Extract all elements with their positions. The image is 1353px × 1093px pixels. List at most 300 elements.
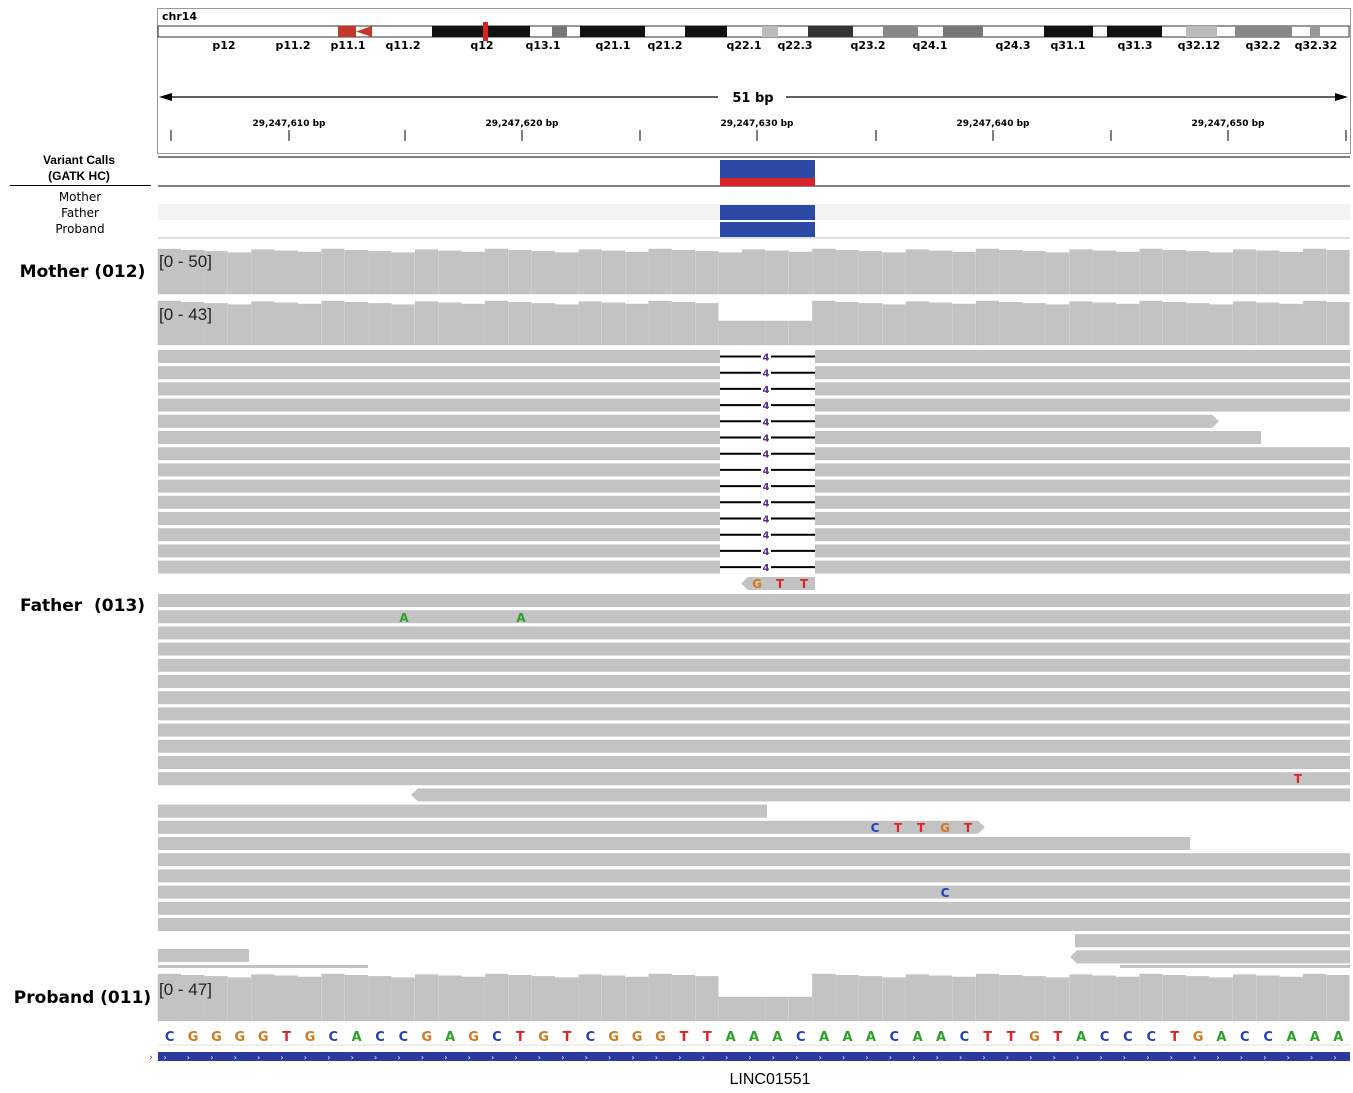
reference-base: A bbox=[1309, 1030, 1320, 1045]
read-segment bbox=[158, 594, 1350, 607]
gene-strand-arrow: › bbox=[561, 1053, 565, 1062]
coverage-mother-bar bbox=[625, 252, 648, 294]
reference-base: A bbox=[819, 1030, 830, 1045]
gene-strand-arrow: › bbox=[490, 1053, 495, 1062]
reference-base: T bbox=[1170, 1030, 1180, 1045]
coverage-father-bar bbox=[1116, 304, 1139, 345]
reference-base: C bbox=[492, 1030, 502, 1045]
reference-base: C bbox=[795, 1030, 806, 1045]
reference-base: G bbox=[608, 1030, 620, 1045]
band-label: q11.2 bbox=[385, 39, 421, 52]
gene-strand-marker: › bbox=[149, 1053, 153, 1063]
gene-strand-arrow: › bbox=[1286, 1053, 1290, 1062]
reference-base: C bbox=[1146, 1030, 1157, 1045]
read-segment bbox=[158, 561, 720, 574]
coverage-mother-bar bbox=[462, 252, 485, 294]
coverage-proband-bar bbox=[1303, 974, 1326, 1021]
read-segment bbox=[815, 447, 1350, 460]
reference-base: T bbox=[282, 1030, 291, 1045]
reference-base: A bbox=[725, 1030, 736, 1045]
coverage-father-bar bbox=[1093, 303, 1116, 345]
coverage-mother-bar bbox=[392, 253, 415, 294]
gene-strand-arrow: › bbox=[327, 1053, 331, 1062]
sample-label-father: Father bbox=[61, 206, 99, 220]
coverage-father-bar bbox=[251, 302, 274, 345]
coverage-proband-bar bbox=[532, 976, 555, 1021]
reference-base: C bbox=[1263, 1030, 1273, 1045]
reference-base: A bbox=[842, 1030, 853, 1045]
coverage-father-bar bbox=[555, 305, 578, 345]
mismatch-base: G bbox=[940, 821, 950, 835]
mismatch-base: T bbox=[916, 821, 926, 835]
gene-strand-arrow: › bbox=[818, 1053, 822, 1062]
reference-base: G bbox=[1192, 1030, 1204, 1045]
gene-strand-arrow: › bbox=[397, 1053, 401, 1062]
gene-strand-arrow: › bbox=[1122, 1053, 1127, 1062]
coverage-father-bar bbox=[345, 302, 368, 345]
reference-base: A bbox=[1076, 1030, 1087, 1045]
gene-strand-arrow: › bbox=[841, 1053, 846, 1062]
ruler-tick-label: 29,247,650 bp bbox=[1191, 119, 1265, 129]
gene-strand-arrow: › bbox=[1216, 1053, 1220, 1062]
deletion-size-label: 4 bbox=[762, 417, 770, 429]
read-segment bbox=[158, 869, 1350, 882]
coverage-mother-bar bbox=[929, 251, 952, 294]
mismatch-base: T bbox=[963, 821, 973, 835]
coverage-father-bar bbox=[976, 301, 999, 345]
ruler-tick-label: 29,247,610 bp bbox=[252, 119, 326, 129]
coverage-father-bar bbox=[742, 321, 765, 345]
gene-strand-arrow: › bbox=[1192, 1053, 1197, 1062]
reference-base: C bbox=[1099, 1030, 1110, 1045]
coverage-mother-bar bbox=[999, 250, 1022, 294]
read-direction-arrow bbox=[1070, 950, 1077, 963]
reference-base: A bbox=[935, 1030, 947, 1045]
reference-base: G bbox=[421, 1030, 433, 1045]
coverage-range-father: [0 - 43] bbox=[159, 305, 212, 324]
coverage-mother-bar bbox=[789, 252, 812, 294]
reference-base: T bbox=[1053, 1030, 1063, 1045]
coverage-father-bar bbox=[392, 305, 415, 345]
coverage-proband-bar bbox=[859, 976, 882, 1021]
ruler-tick-label: 29,247,630 bp bbox=[720, 119, 794, 129]
coverage-father-bar bbox=[1327, 302, 1350, 345]
coverage-mother-bar bbox=[322, 249, 345, 294]
genotype-father bbox=[720, 205, 815, 220]
coverage-proband-bar bbox=[1116, 977, 1139, 1021]
gene-strand-arrow: › bbox=[163, 1053, 167, 1062]
coverage-proband-bar bbox=[1163, 975, 1186, 1021]
coverage-mother-bar bbox=[836, 250, 859, 294]
coverage-mother-bar bbox=[368, 251, 391, 294]
coverage-mother-bar bbox=[766, 251, 789, 294]
band-label: q31.1 bbox=[1050, 39, 1086, 52]
band-label: q21.1 bbox=[595, 39, 631, 52]
band-label: q23.2 bbox=[850, 39, 886, 52]
read-direction-arrow bbox=[1212, 415, 1219, 428]
coverage-father-bar bbox=[1210, 305, 1233, 345]
deletion-size-label: 4 bbox=[762, 401, 770, 413]
coverage-father-bar bbox=[509, 302, 532, 345]
coverage-range-mother: [0 - 50] bbox=[159, 252, 212, 271]
coverage-mother-bar bbox=[883, 253, 906, 294]
coverage-mother-bar bbox=[696, 251, 719, 294]
coverage-proband-bar bbox=[368, 976, 391, 1021]
coverage-proband-bar bbox=[602, 976, 625, 1021]
gene-strand-arrow: › bbox=[795, 1053, 799, 1062]
genotype-proband bbox=[720, 222, 815, 237]
deletion-size-label: 4 bbox=[762, 384, 770, 396]
read-segment bbox=[158, 756, 1350, 769]
coverage-mother-bar bbox=[976, 249, 999, 294]
coverage-father-bar bbox=[579, 302, 602, 345]
coverage-mother-bar bbox=[1280, 252, 1303, 294]
coverage-father-bar bbox=[1163, 302, 1186, 345]
coverage-proband-bar bbox=[555, 978, 578, 1021]
reference-base: C bbox=[398, 1030, 409, 1045]
read-segment bbox=[158, 366, 720, 379]
gene-strand-arrow: › bbox=[1052, 1053, 1056, 1062]
coverage-father-bar bbox=[999, 302, 1022, 345]
sample-label-proband: Proband bbox=[55, 222, 105, 236]
coverage-mother-bar bbox=[649, 249, 672, 294]
coverage-father-bar bbox=[1257, 303, 1280, 345]
coverage-father-bar bbox=[1280, 304, 1303, 345]
coverage-proband-bar bbox=[275, 976, 298, 1021]
gene-strand-arrow: › bbox=[1005, 1053, 1010, 1062]
coverage-mother-bar bbox=[555, 253, 578, 294]
coverage-proband-bar bbox=[462, 977, 485, 1021]
coverage-father-bar bbox=[298, 304, 321, 345]
track-label-mother[interactable]: Mother (012) bbox=[19, 262, 146, 282]
gene-strand-arrow: › bbox=[350, 1053, 354, 1062]
coverage-proband-bar bbox=[789, 997, 812, 1021]
coverage-proband-bar bbox=[1023, 976, 1046, 1021]
mismatch-base: T bbox=[799, 577, 809, 591]
coverage-proband-bar bbox=[392, 978, 415, 1021]
coverage-mother-bar bbox=[1186, 251, 1209, 294]
coverage-father-bar bbox=[649, 301, 672, 345]
ruler-tick-label: 29,247,620 bp bbox=[485, 119, 559, 129]
read-segment bbox=[815, 366, 1350, 379]
gene-strand-arrow: › bbox=[514, 1053, 518, 1062]
read-segment bbox=[815, 382, 1350, 395]
gene-strand-arrow: › bbox=[607, 1053, 612, 1062]
read-segment bbox=[158, 837, 1190, 850]
reference-base: C bbox=[1240, 1030, 1250, 1045]
coverage-mother-bar bbox=[1163, 250, 1186, 294]
gene-strand-arrow: › bbox=[186, 1053, 191, 1062]
coverage-mother-bar bbox=[1210, 253, 1233, 294]
gene-strand-arrow: › bbox=[210, 1053, 214, 1062]
gene-strand-arrow: › bbox=[1146, 1053, 1150, 1062]
read-segment bbox=[815, 480, 1350, 493]
deletion-size-label: 4 bbox=[762, 530, 770, 542]
band-label: q21.2 bbox=[647, 39, 683, 52]
reference-base: G bbox=[538, 1030, 549, 1045]
coverage-proband-bar bbox=[999, 975, 1022, 1021]
band-label: q31.3 bbox=[1117, 39, 1153, 52]
coverage-proband-bar bbox=[1233, 975, 1256, 1021]
band-label: q24.3 bbox=[995, 39, 1031, 52]
deletion-size-label: 4 bbox=[762, 368, 770, 380]
coverage-proband-bar bbox=[345, 975, 368, 1021]
coverage-father-bar bbox=[368, 303, 391, 345]
coverage-proband-bar bbox=[883, 978, 906, 1021]
coverage-proband-bar bbox=[766, 997, 789, 1021]
reference-base: A bbox=[351, 1030, 362, 1045]
read-segment bbox=[158, 431, 720, 444]
reference-base: C bbox=[1123, 1030, 1133, 1045]
read-segment bbox=[158, 447, 720, 460]
coverage-mother-bar bbox=[1303, 249, 1326, 294]
coverage-mother-bar bbox=[672, 250, 695, 294]
band-label: p11.1 bbox=[330, 39, 366, 52]
reference-base: C bbox=[585, 1030, 596, 1045]
coverage-proband-bar bbox=[251, 975, 274, 1021]
read-segment bbox=[158, 626, 1350, 639]
coverage-mother-bar bbox=[275, 251, 298, 294]
coverage-mother-bar bbox=[251, 250, 274, 294]
variant-call-site bbox=[720, 160, 815, 178]
read-segment bbox=[158, 544, 720, 557]
coverage-father-bar bbox=[859, 303, 882, 345]
read-segment bbox=[158, 772, 1350, 785]
reference-base: C bbox=[959, 1030, 970, 1045]
reference-base: G bbox=[468, 1030, 479, 1045]
coverage-mother-bar bbox=[906, 250, 929, 294]
coverage-proband-bar bbox=[415, 975, 438, 1021]
read-segment bbox=[1075, 934, 1350, 947]
coverage-father-bar bbox=[906, 302, 929, 345]
gene-strand-arrow: › bbox=[888, 1053, 893, 1062]
reference-base: A bbox=[772, 1030, 783, 1045]
gene-strand-arrow: › bbox=[584, 1053, 588, 1062]
coverage-proband-bar bbox=[1093, 976, 1116, 1021]
gene-strand-arrow: › bbox=[678, 1053, 682, 1062]
reference-base: T bbox=[983, 1030, 993, 1045]
coverage-proband-bar bbox=[672, 975, 695, 1021]
coverage-mother-bar bbox=[415, 250, 438, 294]
reference-base: A bbox=[1333, 1030, 1344, 1045]
read-segment bbox=[815, 415, 1212, 428]
coverage-proband-bar bbox=[579, 975, 602, 1021]
coverage-father-bar bbox=[789, 321, 812, 345]
mismatch-base: A bbox=[399, 611, 409, 625]
coverage-proband-bar bbox=[1070, 975, 1093, 1021]
sample-label-mother: Mother bbox=[58, 190, 102, 204]
read-segment bbox=[158, 902, 1350, 915]
read-segment bbox=[815, 463, 1350, 476]
deletion-size-label: 4 bbox=[762, 514, 770, 526]
band-label: p11.2 bbox=[275, 39, 311, 52]
coverage-proband-bar bbox=[812, 974, 835, 1021]
track-label-proband[interactable]: Proband (011) bbox=[13, 988, 152, 1008]
mismatch-base: T bbox=[775, 577, 785, 591]
reference-base: G bbox=[257, 1030, 269, 1045]
deletion-size-label: 4 bbox=[762, 546, 770, 558]
coverage-range-proband: [0 - 47] bbox=[159, 980, 212, 999]
reference-base: T bbox=[702, 1030, 712, 1045]
read-segment bbox=[158, 886, 1350, 899]
coverage-mother-bar bbox=[1327, 250, 1350, 294]
band-label: q32.32 bbox=[1294, 39, 1338, 52]
read-segment bbox=[158, 463, 720, 476]
read-segment bbox=[158, 724, 1350, 737]
coverage-father-bar bbox=[462, 304, 485, 345]
coverage-mother-bar bbox=[228, 253, 251, 294]
mismatch-base: T bbox=[893, 821, 903, 835]
reference-base: A bbox=[748, 1030, 760, 1045]
coverage-father-bar bbox=[1023, 303, 1046, 345]
coverage-mother-bar bbox=[602, 251, 625, 294]
coverage-father-bar bbox=[1046, 305, 1069, 345]
coverage-proband-bar bbox=[228, 978, 251, 1021]
read-direction-arrow bbox=[978, 821, 985, 834]
gene-label[interactable]: LINC01551 bbox=[729, 1071, 811, 1088]
coverage-proband-bar bbox=[742, 997, 765, 1021]
coverage-proband-bar bbox=[1186, 976, 1209, 1021]
coverage-mother-bar bbox=[953, 252, 976, 294]
track-label-father[interactable]: Father (013) bbox=[19, 596, 146, 616]
gene-strand-arrow: › bbox=[420, 1053, 425, 1062]
band-label: p12 bbox=[212, 39, 236, 52]
coverage-proband-bar bbox=[322, 974, 345, 1021]
coverage-proband-bar bbox=[1210, 978, 1233, 1021]
band-label: q12 bbox=[470, 39, 494, 52]
coverage-proband-bar bbox=[719, 997, 742, 1021]
coverage-mother-bar bbox=[298, 252, 321, 294]
reference-base: G bbox=[187, 1030, 199, 1045]
band-label: q22.3 bbox=[777, 39, 813, 52]
coverage-father-bar bbox=[1186, 303, 1209, 345]
gene-strand-arrow: › bbox=[373, 1053, 378, 1062]
reference-base: A bbox=[1216, 1030, 1227, 1045]
read-direction-arrow bbox=[411, 788, 418, 801]
gene-strand-arrow: › bbox=[1333, 1053, 1337, 1062]
coverage-mother-bar bbox=[1093, 251, 1116, 294]
gene-strand-arrow: › bbox=[537, 1053, 542, 1062]
coverage-mother-bar bbox=[1023, 251, 1046, 294]
reference-base: T bbox=[515, 1030, 525, 1045]
band-label: q22.1 bbox=[726, 39, 762, 52]
coverage-father-bar bbox=[719, 321, 742, 345]
read-segment bbox=[158, 853, 1350, 866]
coverage-father-bar bbox=[766, 321, 789, 345]
gene-strand-arrow: › bbox=[935, 1053, 939, 1062]
deletion-size-label: 4 bbox=[762, 352, 770, 364]
coverage-proband-bar bbox=[906, 975, 929, 1021]
read-segment bbox=[158, 528, 720, 541]
read-segment bbox=[158, 965, 368, 968]
gene-strand-arrow: › bbox=[631, 1053, 635, 1062]
coverage-proband-bar bbox=[953, 977, 976, 1021]
coverage-proband-bar bbox=[836, 975, 859, 1021]
read-segment bbox=[158, 659, 1350, 672]
coverage-proband-bar bbox=[1140, 974, 1163, 1021]
gene-strand-arrow: › bbox=[1099, 1053, 1103, 1062]
gene-strand-arrow: › bbox=[701, 1053, 705, 1062]
reference-base: T bbox=[562, 1030, 572, 1045]
coverage-mother-bar bbox=[579, 250, 602, 294]
coverage-father-bar bbox=[883, 305, 906, 345]
deletion-size-label: 4 bbox=[762, 465, 770, 477]
deletion-size-label: 4 bbox=[762, 482, 770, 494]
gene-strand-arrow: › bbox=[303, 1053, 308, 1062]
coverage-mother-bar bbox=[1116, 252, 1139, 294]
coverage-father-bar bbox=[1140, 301, 1163, 345]
read-segment bbox=[158, 740, 1350, 753]
read-segment bbox=[158, 805, 767, 818]
gene-strand-arrow: › bbox=[1029, 1053, 1033, 1062]
coverage-father-bar bbox=[415, 302, 438, 345]
read-segment bbox=[158, 707, 1350, 720]
coverage-father-bar bbox=[836, 302, 859, 345]
coverage-mother-bar bbox=[532, 251, 555, 294]
deletion-size-label: 4 bbox=[762, 449, 770, 461]
coverage-proband-bar bbox=[929, 976, 952, 1021]
reference-base: G bbox=[655, 1030, 666, 1045]
reference-base: T bbox=[1006, 1030, 1016, 1045]
reference-base: C bbox=[164, 1030, 175, 1045]
ruler-tick-label: 29,247,640 bp bbox=[956, 119, 1030, 129]
coverage-father-bar bbox=[275, 303, 298, 345]
band-label: q32.12 bbox=[1177, 39, 1221, 52]
coverage-mother-bar bbox=[485, 249, 508, 294]
coverage-father-bar bbox=[1070, 302, 1093, 345]
read-segment bbox=[1077, 950, 1350, 963]
coverage-father-bar bbox=[485, 301, 508, 345]
coverage-proband-bar bbox=[509, 975, 532, 1021]
read-segment bbox=[158, 512, 720, 525]
reference-base: C bbox=[375, 1030, 385, 1045]
gene-strand-arrow: › bbox=[233, 1053, 237, 1062]
read-segment bbox=[158, 480, 720, 493]
gene-strand-arrow: › bbox=[912, 1053, 916, 1062]
deletion-size-label: 4 bbox=[762, 498, 770, 510]
gene-strand-arrow: › bbox=[865, 1053, 869, 1062]
gene-strand-arrow: › bbox=[1075, 1053, 1080, 1062]
gene-strand-arrow: › bbox=[1239, 1053, 1244, 1062]
coverage-mother-bar bbox=[742, 250, 765, 294]
read-segment bbox=[158, 675, 1350, 688]
gene-strand-arrow: › bbox=[280, 1053, 284, 1062]
read-segment bbox=[815, 496, 1350, 509]
gene-strand-arrow: › bbox=[1263, 1053, 1267, 1062]
reference-base: C bbox=[889, 1030, 900, 1045]
coverage-mother-bar bbox=[719, 253, 742, 294]
deletion-size-label: 4 bbox=[762, 433, 770, 445]
read-segment bbox=[158, 918, 1350, 931]
gene-strand-arrow: › bbox=[256, 1053, 261, 1062]
coverage-proband-bar bbox=[485, 974, 508, 1021]
read-segment bbox=[815, 544, 1350, 557]
coverage-proband-bar bbox=[1257, 976, 1280, 1021]
coverage-father-bar bbox=[672, 302, 695, 345]
gene-strand-arrow: › bbox=[1169, 1053, 1173, 1062]
coverage-father-bar bbox=[602, 303, 625, 345]
span-label: 51 bp bbox=[732, 91, 774, 106]
band-label: q24.1 bbox=[912, 39, 948, 52]
reference-base: G bbox=[211, 1030, 222, 1045]
coverage-mother-bar bbox=[345, 250, 368, 294]
read-segment bbox=[815, 350, 1350, 363]
read-segment bbox=[158, 949, 249, 962]
gene-strand-arrow: › bbox=[982, 1053, 986, 1062]
read-segment bbox=[815, 512, 1350, 525]
coverage-mother-bar bbox=[1257, 251, 1280, 294]
coverage-mother-bar bbox=[859, 251, 882, 294]
